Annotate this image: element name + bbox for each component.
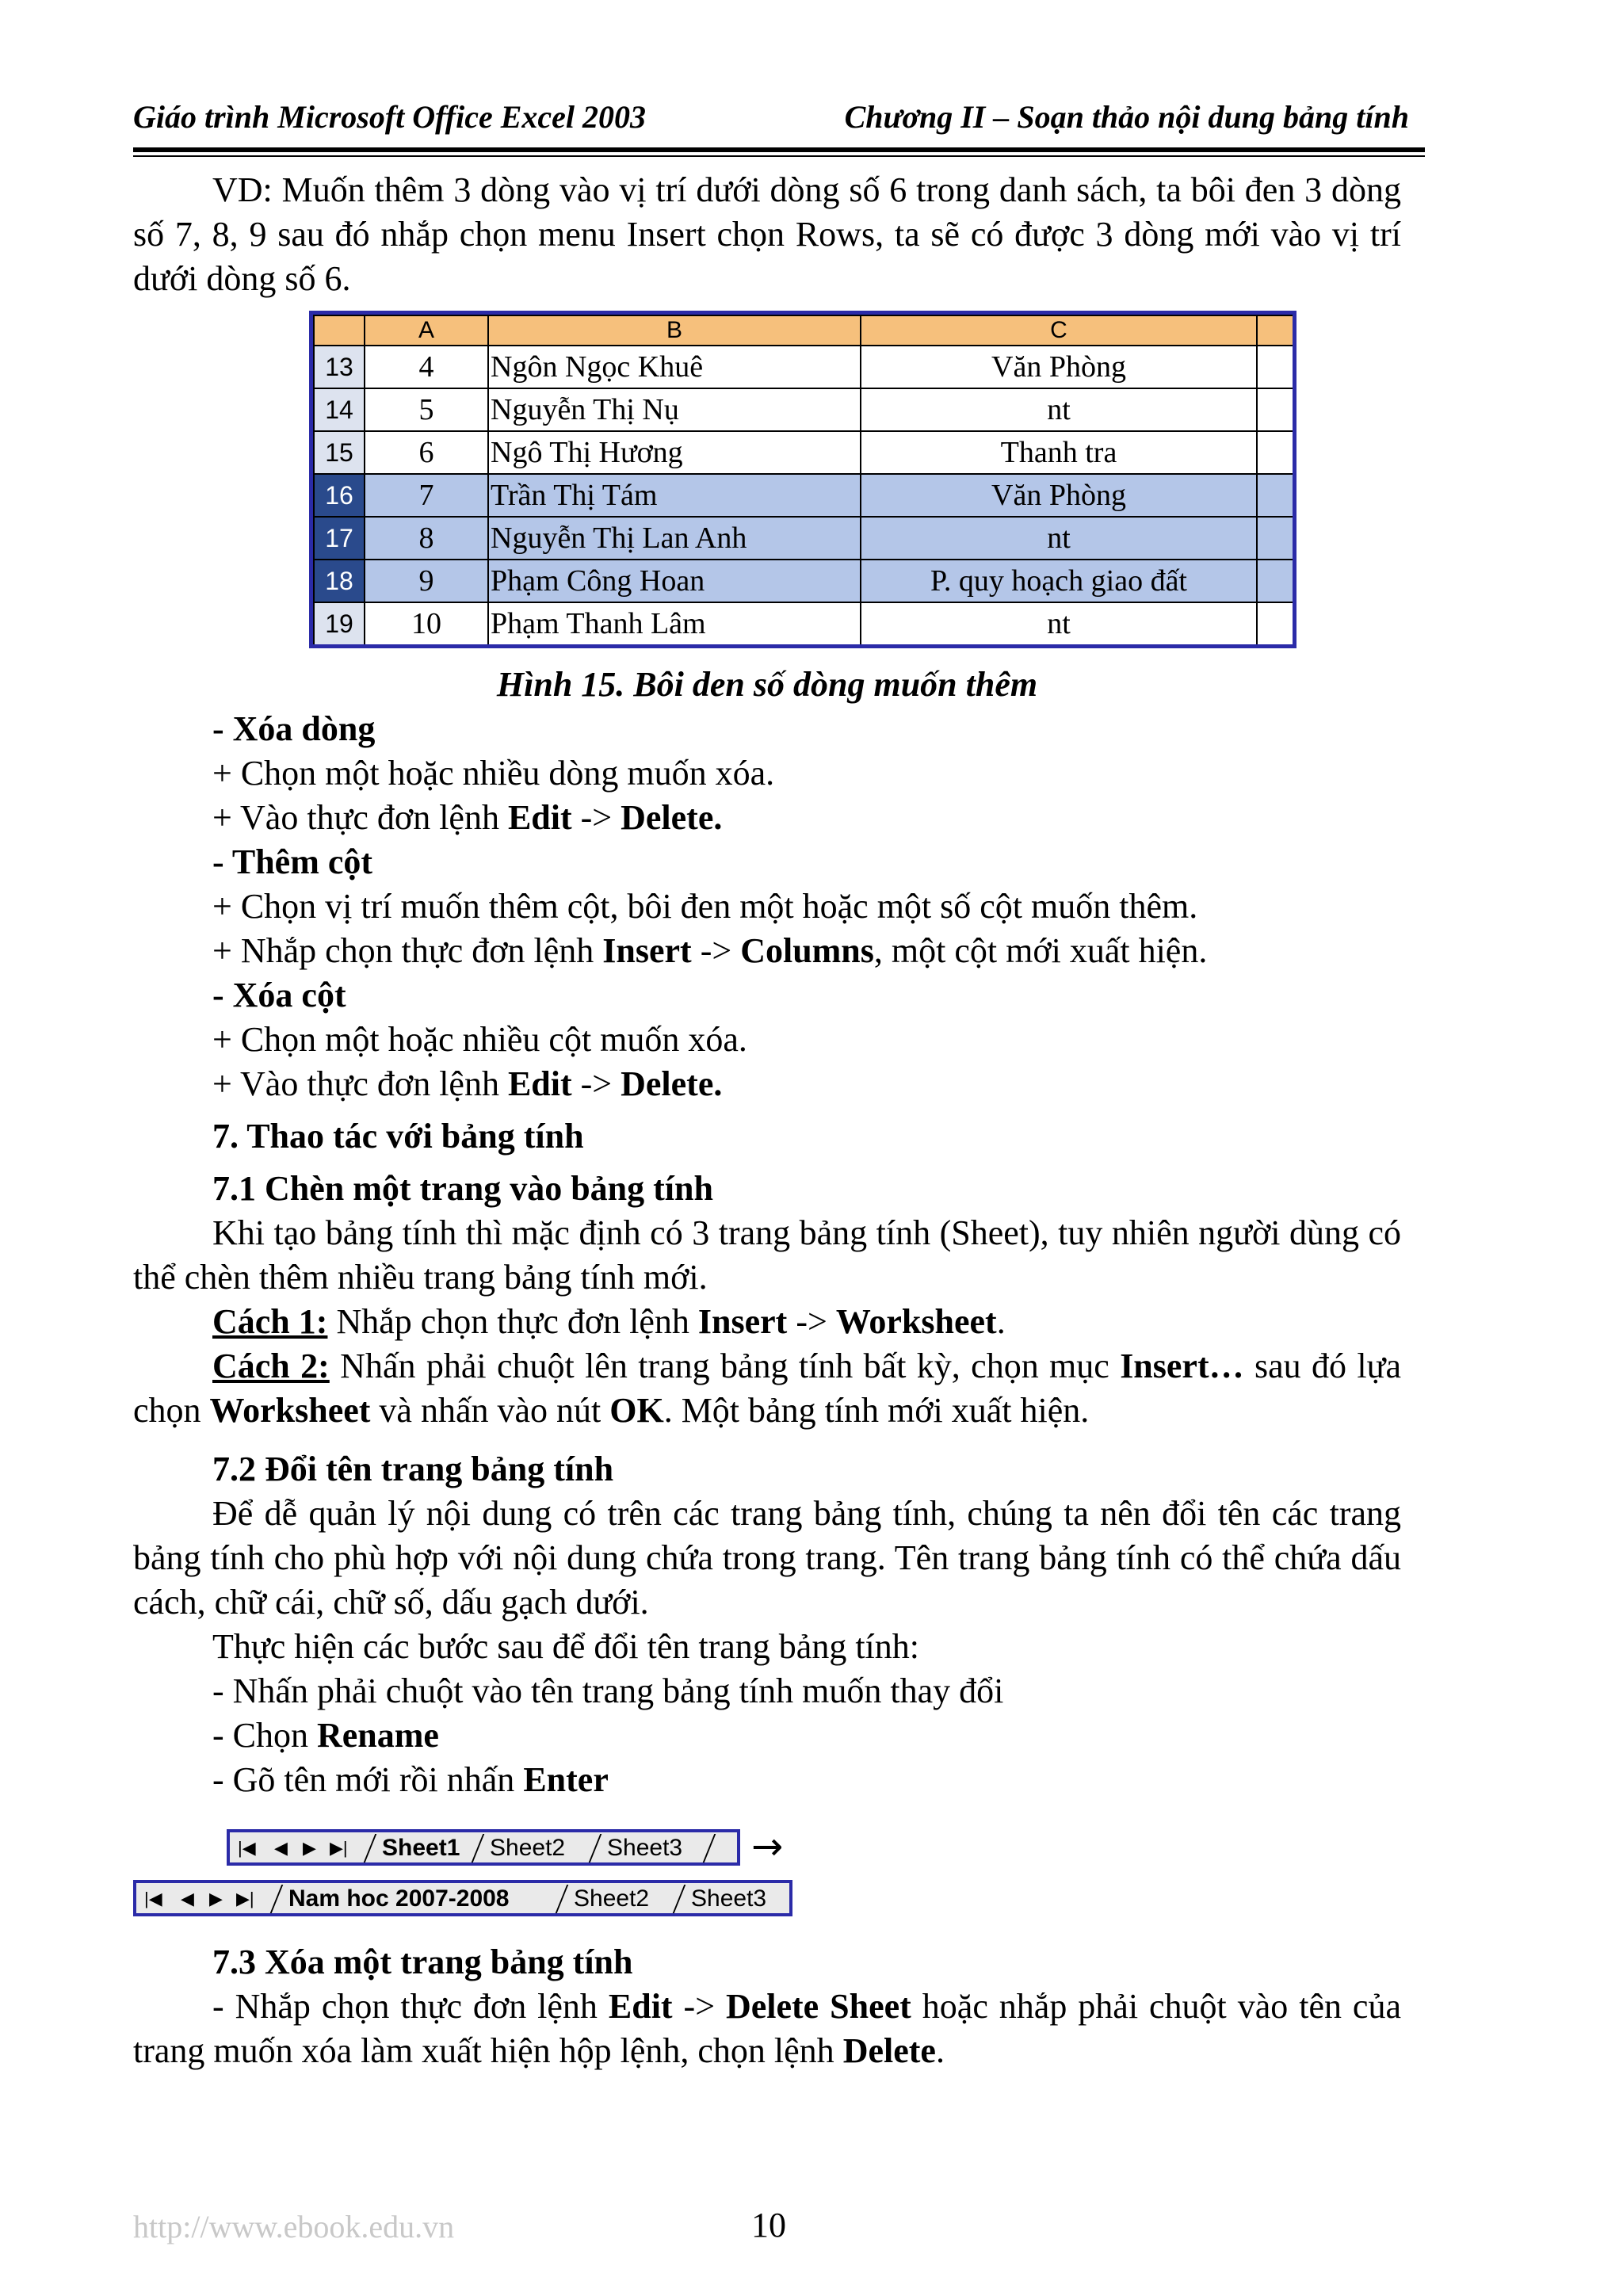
table-row-selected (314, 474, 1293, 517)
column-header-d[interactable] (1257, 315, 1293, 346)
tab-separator (556, 1885, 569, 1913)
text-run: . (935, 2031, 945, 2070)
them-cot-line2 (133, 929, 1401, 973)
cach-2-paragraph (133, 1344, 1401, 1433)
cell-c[interactable]: Thanh tra (861, 431, 1257, 474)
text-run: -> (571, 798, 621, 837)
figure-caption: Hình 15. Bôi den số dòng muốn thêm (496, 665, 1038, 704)
text-run: - Nhắp chọn thực đơn lệnh (212, 1987, 609, 2026)
text-run: - Gõ tên mới rồi nhấn (212, 1760, 524, 1799)
row-header[interactable]: 13 (314, 346, 365, 388)
menu-worksheet: Worksheet (835, 1302, 997, 1341)
cell-d[interactable] (1257, 346, 1293, 388)
text-run: hoặc nhắp phải chuột vào tên của trang muốn xóa làm xuất hiện hộp lệnh, chọn lệnh (133, 1987, 1401, 2070)
cell-b[interactable]: Nguyễn Thị Nụ (488, 388, 861, 431)
table-row (314, 388, 1293, 431)
cach-2-label: Cách 2: (212, 1347, 330, 1385)
row-header[interactable]: 16 (314, 474, 365, 517)
arrow-right-icon: → (751, 1824, 784, 1869)
header-book-title: Giáo trình Microsoft Office Excel 2003 (133, 99, 647, 135)
menu-delete: Delete. (621, 1064, 723, 1103)
cell-d[interactable] (1257, 517, 1293, 560)
text-run: + Nhắp chọn thực đơn lệnh (212, 931, 603, 970)
text-run: , một cột mới xuất hiện. (873, 931, 1208, 970)
tab-separator (364, 1834, 377, 1862)
column-header-row (314, 315, 1293, 346)
select-all-corner[interactable] (314, 315, 365, 346)
cell-a[interactable]: 9 (365, 560, 488, 602)
column-header-b[interactable]: B (488, 315, 861, 346)
menu-edit: Edit (507, 798, 572, 837)
text-run: + Vào thực đơn lệnh (212, 798, 508, 837)
text-run: -> (787, 1302, 836, 1341)
heading-them-cot: - Thêm cột (212, 842, 373, 881)
text-run: . Một bảng tính mới xuất hiện. (663, 1391, 1090, 1430)
cell-d[interactable] (1257, 431, 1293, 474)
menu-edit: Edit (507, 1064, 572, 1103)
page-content (133, 168, 1401, 1802)
table-row-selected (314, 517, 1293, 560)
column-header-c[interactable]: C (861, 315, 1257, 346)
header-rule-thick (133, 147, 1425, 152)
tab-separator (270, 1885, 284, 1913)
them-cot-line1: + Chọn vị trí muốn thêm cột, bôi đen một hoặc một số cột muốn thêm. (212, 887, 1198, 926)
cach-1-line (133, 1300, 1401, 1344)
row-header[interactable]: 19 (314, 602, 365, 645)
step-2 (133, 1713, 1401, 1758)
text-run: -> (672, 1987, 726, 2026)
step-1: - Nhấn phải chuột vào tên trang bảng tính muốn thay đổi (212, 1671, 1004, 1710)
excel-figure (309, 311, 1296, 648)
cell-b[interactable]: Ngôn Ngọc Khuê (488, 346, 861, 388)
row-header[interactable]: 17 (314, 517, 365, 560)
xoa-dong-line1: + Chọn một hoặc nhiều dòng muốn xóa. (212, 754, 775, 793)
command-delete: Delete (842, 2031, 936, 2070)
cell-a[interactable]: 7 (365, 474, 488, 517)
section-7-2-title: 7.2 Đổi tên trang bảng tính (212, 1450, 614, 1488)
text-run: . (996, 1302, 1006, 1341)
menu-columns: Columns (740, 931, 874, 970)
cell-a[interactable]: 10 (365, 602, 488, 645)
xoa-dong-line2 (133, 796, 1401, 840)
tab-separator (703, 1834, 716, 1862)
menu-edit: Edit (608, 1987, 673, 2026)
row-header[interactable]: 15 (314, 431, 365, 474)
tab-renamed-sheet[interactable]: Nam hoc 2007-2008 (288, 1885, 510, 1912)
menu-delete: Delete. (621, 798, 723, 837)
tab-sheet1[interactable]: Sheet1 (382, 1835, 460, 1861)
command-rename: Rename (317, 1716, 439, 1755)
page-number: 10 (751, 2206, 786, 2244)
header-rule-thin (133, 155, 1425, 157)
menu-insert: Insert (697, 1302, 788, 1341)
first-sheet-icon[interactable]: |◀ (238, 1838, 256, 1858)
table-row (314, 431, 1293, 474)
menu-insert-ellipsis: Insert… (1120, 1347, 1244, 1385)
section-7-2-steps-intro: Thực hiện các bước sau để đổi tên trang bảng tính: (212, 1627, 920, 1666)
next-sheet-icon[interactable]: ▶ (209, 1889, 223, 1908)
heading-xoa-dong: - Xóa dòng (212, 709, 376, 748)
section-7-3 (133, 1940, 1401, 2073)
section-7-2-paragraph: Để dễ quản lý nội dung có trên các trang bảng tính, chúng ta nên đổi tên các trang bảng tính cho phù hợp với nội dung chứa trong trang. Tên trang bảng tính có thể chứa dấu cách, chữ cái, chữ số, dấu gạch dưới. (133, 1494, 1401, 1622)
step-3 (133, 1758, 1401, 1802)
section-7-title: 7. Thao tác với bảng tính (212, 1117, 584, 1156)
option-worksheet: Worksheet (209, 1391, 371, 1430)
section-7-1-paragraph: Khi tạo bảng tính thì mặc định có 3 trang bảng tính (Sheet), tuy nhiên người dùng có thể chèn thêm nhiều trang bảng tính mới. (133, 1213, 1401, 1297)
cell-b[interactable]: Ngô Thị Hương (488, 431, 861, 474)
section-7-1-title: 7.1 Chèn một trang vào bảng tính (212, 1169, 713, 1208)
cell-a[interactable]: 8 (365, 517, 488, 560)
prev-sheet-icon[interactable]: ◀ (274, 1838, 288, 1858)
text-run: sau đó lựa chọn (133, 1347, 1401, 1430)
heading-xoa-cot: - Xóa cột (212, 976, 346, 1014)
table-row (314, 346, 1293, 388)
table-row (314, 602, 1293, 645)
key-enter: Enter (523, 1760, 609, 1799)
menu-insert: Insert (602, 931, 692, 970)
row-header[interactable]: 14 (314, 388, 365, 431)
cell-b[interactable]: Phạm Thanh Lâm (488, 602, 861, 645)
section-7-3-paragraph (133, 1985, 1401, 2073)
cell-d[interactable] (1257, 388, 1293, 431)
menu-delete-sheet: Delete Sheet (725, 1987, 911, 2026)
tab-sheet3[interactable]: Sheet3 (607, 1835, 683, 1861)
cell-b[interactable]: Trần Thị Tám (488, 474, 861, 517)
excel-grid (313, 315, 1294, 646)
header-chapter-title: Chương II – Soạn thảo nội dung bảng tính (844, 99, 1409, 135)
tab-sheet2[interactable]: Sheet2 (490, 1835, 566, 1861)
cell-c[interactable]: Văn Phòng (861, 474, 1257, 517)
last-sheet-icon[interactable]: ▶| (330, 1838, 348, 1858)
text-run: -> (691, 931, 741, 970)
xoa-cot-line1: + Chọn một hoặc nhiều cột muốn xóa. (212, 1020, 747, 1059)
next-sheet-icon[interactable]: ▶ (303, 1838, 316, 1858)
text-run: + Vào thực đơn lệnh (212, 1064, 508, 1103)
text-run: - Chọn (212, 1716, 317, 1755)
cell-a[interactable]: 4 (365, 346, 488, 388)
tab-separator (589, 1834, 602, 1862)
text-run: Nhấn phải chuột lên trang bảng tính bất kỳ, chọn mục (329, 1347, 1121, 1385)
xoa-cot-line2 (133, 1062, 1401, 1106)
ok-button-label: OK (609, 1391, 664, 1430)
first-sheet-icon[interactable]: |◀ (144, 1889, 162, 1908)
table-row-selected (314, 560, 1293, 602)
cell-b[interactable]: Phạm Công Hoan (488, 560, 861, 602)
row-header[interactable]: 18 (314, 560, 365, 602)
cell-a[interactable]: 6 (365, 431, 488, 474)
last-sheet-icon[interactable]: ▶| (236, 1889, 254, 1908)
cell-b[interactable]: Nguyễn Thị Lan Anh (488, 517, 861, 560)
tab-separator (673, 1885, 686, 1913)
sheet-tab-bar-before (227, 1829, 740, 1866)
cell-d[interactable] (1257, 602, 1293, 645)
text-run: và nhấn vào nút (370, 1391, 610, 1430)
cell-c[interactable]: nt (861, 388, 1257, 431)
cell-c[interactable]: Văn Phòng (861, 346, 1257, 388)
prev-sheet-icon[interactable]: ◀ (181, 1889, 194, 1908)
cach-1-label: Cách 1: (212, 1302, 328, 1341)
cell-a[interactable]: 5 (365, 388, 488, 431)
footer-url[interactable]: http://www.ebook.edu.vn (133, 2209, 455, 2244)
cell-c[interactable]: nt (861, 602, 1257, 645)
column-header-a[interactable]: A (365, 315, 488, 346)
text-run: -> (571, 1064, 621, 1103)
sheet-tab-bar-after (133, 1880, 792, 1916)
cell-d[interactable] (1257, 474, 1293, 517)
tab-sheet2[interactable]: Sheet2 (574, 1885, 650, 1912)
tab-separator (472, 1834, 485, 1862)
page-header (133, 94, 1425, 139)
tab-sheet3[interactable]: Sheet3 (691, 1885, 767, 1912)
section-7-3-title: 7.3 Xóa một trang bảng tính (212, 1943, 633, 1981)
cell-d[interactable] (1257, 560, 1293, 602)
text-run: Nhắp chọn thực đơn lệnh (327, 1302, 698, 1341)
cell-c[interactable]: nt (861, 517, 1257, 560)
intro-paragraph: VD: Muốn thêm 3 dòng vào vị trí dưới dòng số 6 trong danh sách, ta bôi đen 3 dòng số 7, 8, 9 sau đó nhắp chọn menu Insert chọn Rows, ta sẽ có được 3 dòng mới vào vị trí dưới dòng số 6. (133, 170, 1401, 298)
cell-c[interactable]: P. quy hoạch giao đất (861, 560, 1257, 602)
